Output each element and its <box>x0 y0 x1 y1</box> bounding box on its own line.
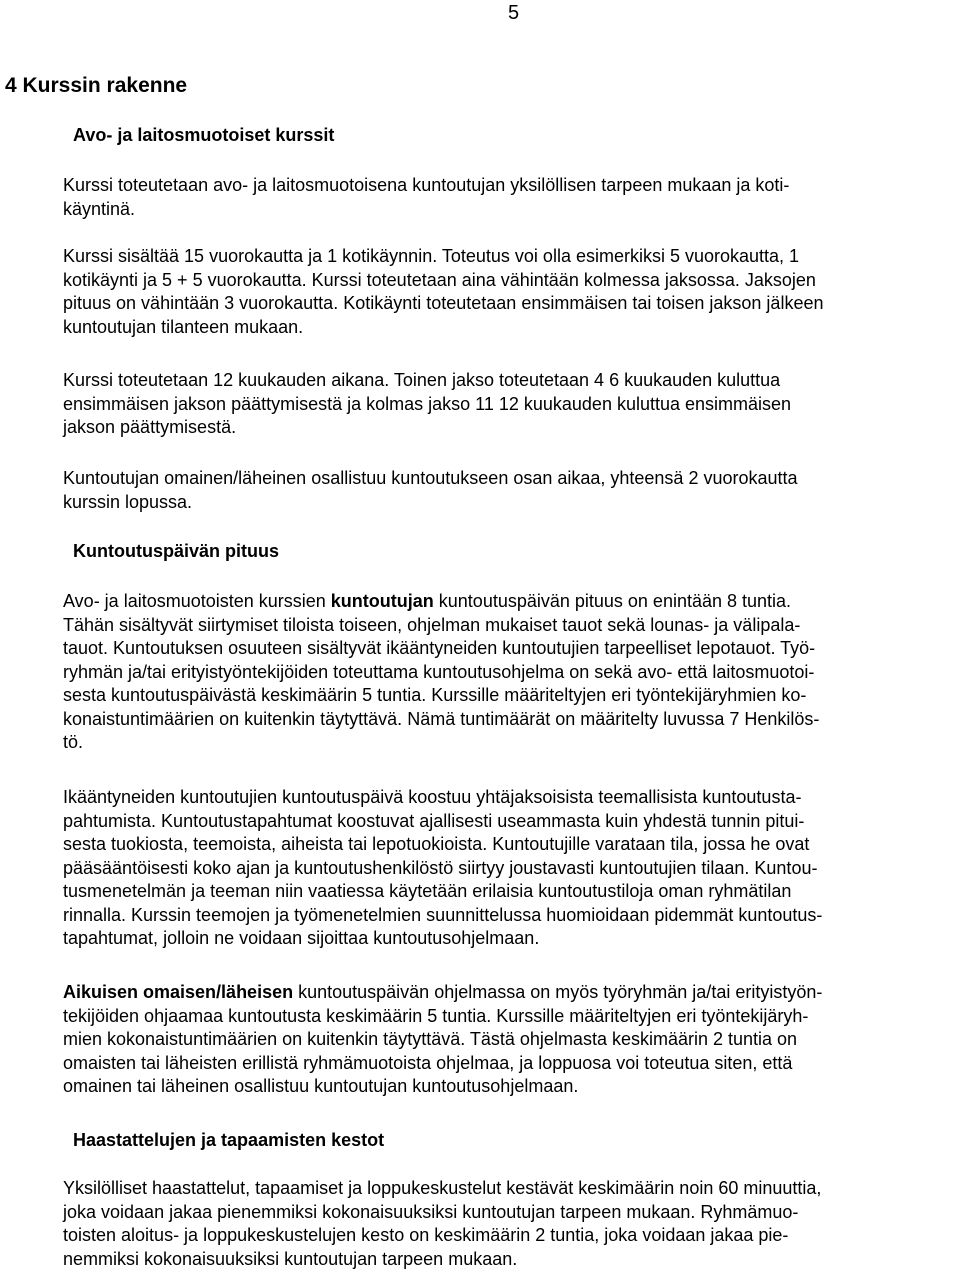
text-line: tö. <box>63 732 84 752</box>
section-heading-kuntoutuspaivan-pituus: Kuntoutuspäivän pituus <box>73 541 279 561</box>
text-line: rinnalla. Kurssin teemojen ja työmenetelmien suunnittelussa huomioidaan pidemmät kuntoutus- <box>63 904 823 925</box>
text-line: käyntinä. <box>63 198 136 219</box>
text-line: Kurssi toteutetaan avo- ja laitosmuotoisena kuntoutujan yksilöllisen tarpeen mukaan ja koti- <box>63 175 790 195</box>
text-line: joka voidaan jakaa pienemmiksi kokonaisuuksiksi kuntoutujan tarpeen mukaan. Ryhmämuo- <box>63 1201 799 1222</box>
paragraph <box>63 174 958 221</box>
text-line: Ikääntyneiden kuntoutujien kuntoutuspäivä koostuu yhtäjaksoisista teemallisista kuntoutusta- <box>63 787 802 807</box>
text-line: Tähän sisältyvät siirtymiset tiloista toiseen, ohjelman mukaiset tauot sekä lounas- ja välipala- <box>63 614 801 635</box>
text-line: ensimmäisen jakson päättymisestä ja kolmas jakso 11 12 kuukauden kuluttua ensimmäisen <box>63 393 792 414</box>
text-line <box>63 981 958 1005</box>
paragraph <box>63 369 958 440</box>
text-line: mien kokonaistuntimäärien on kuitenkin täytyttävä. Tästä ohjelmasta keskimäärin 2 tuntia on <box>63 1029 798 1049</box>
text-line: kuntoutujan tilanteen mukaan. <box>63 316 304 337</box>
text-line: Kurssi toteutetaan 12 kuukauden aikana. Toinen jakso toteutetaan 4 6 kuukauden kuluttua <box>63 370 781 390</box>
text-line: sesta kuntoutuspäivästä keskimäärin 5 tuntia. Kurssille määriteltyjen eri työntekijäryhmien ko- <box>63 685 807 705</box>
paragraph <box>63 981 958 1099</box>
text-line: kurssin lopussa. <box>63 491 193 512</box>
text-line: Yksilölliset haastattelut, tapaamiset ja loppukeskustelut kestävät keskimäärin noin 60 minuuttia, <box>63 1178 822 1198</box>
text-line: pituus on vähintään 3 vuorokautta. Kotikäynti toteutetaan ensimmäisen tai toisen jakson jälkeen <box>63 293 824 313</box>
text-line: toisten aloitus- ja loppukeskustelujen kesto on keskimäärin 2 tuntia, joka voidaan jakaa pie- <box>63 1225 789 1245</box>
page-number: 5 <box>508 2 520 24</box>
text-line: pahtumista. Kuntoutustapahtumat koostuvat ajallisesti useammasta kuin yhdestä tunnin pitui- <box>63 810 805 831</box>
section-heading-haastattelujen-kestot: Haastattelujen ja tapaamisten kestot <box>73 1130 385 1150</box>
paragraph <box>63 1177 958 1271</box>
text-line: omaisten tai läheisten erillistä ryhmämuotoista ohjelmaa, ja loppuosa voi toteutua siten, että <box>63 1052 793 1073</box>
text-line: tusmenetelmän ja teeman niin vaatiessa käytetään erilaisia kuntoutustiloja oman ryhmätilan <box>63 881 792 901</box>
text-line: ryhmän ja/tai erityistyöntekijöiden toteuttama kuntoutusohjelma on sekä avo- että laitosmuotoi- <box>63 661 815 682</box>
text-line <box>63 590 958 614</box>
text-line: Kuntoutujan omainen/läheinen osallistuu kuntoutukseen osan aikaa, yhteensä 2 vuorokautta <box>63 468 798 488</box>
text-run: kuntoutuspäivän pituus on enintään 8 tuntia. <box>433 591 792 611</box>
text-line: omainen tai läheinen osallistuu kuntoutujan kuntoutusohjelmaan. <box>63 1076 579 1096</box>
paragraph <box>63 786 958 951</box>
text-line: sesta tuokiosta, teemoista, aiheista tai lepotuokioista. Kuntoutujille varataan tila, jossa he ovat <box>63 834 810 854</box>
text-line: konaistuntimäärien on kuitenkin täytyttävä. Nämä tuntimäärät on määritelty luvussa 7 Henkilös- <box>63 708 820 729</box>
text-line: tapahtumat, jolloin ne voidaan sijoittaa kuntoutusohjelmaan. <box>63 928 540 948</box>
text-line: kotikäynti ja 5 + 5 vuorokautta. Kurssi toteutetaan aina vähintään kolmessa jaksossa. Jaksojen <box>63 269 816 290</box>
bold-text: Aikuisen omaisen/läheisen <box>63 982 294 1002</box>
text-line: Kurssi sisältää 15 vuorokautta ja 1 kotikäynnin. Toteutus voi olla esimerkiksi 5 vuorokautta, 1 <box>63 246 800 266</box>
bold-text: kuntoutujan <box>330 591 434 611</box>
text-run: Avo- ja laitosmuotoisten kurssien <box>63 591 331 611</box>
text-line: tekijöiden ohjaamaa kuntoutusta keskimäärin 5 tuntia. Kurssille määriteltyjen eri työntekijäryh- <box>63 1005 809 1026</box>
text-line: pääsääntöisesti koko ajan ja kuntoutushenkilöstö siirtyy joustavasti kuntoutujien tilaan. Kuntou- <box>63 857 818 878</box>
paragraph <box>63 590 958 755</box>
page-title: 4 Kurssin rakenne <box>5 74 188 97</box>
text-line: jakson päättymisestä. <box>63 417 237 437</box>
section-heading-avo-laitos: Avo- ja laitosmuotoiset kurssit <box>73 125 335 145</box>
paragraph <box>63 245 958 339</box>
text-line: tauot. Kuntoutuksen osuuteen sisältyvät ikääntyneiden kuntoutujien tarpeelliset lepotauot. Työ- <box>63 638 816 658</box>
paragraph <box>63 467 958 514</box>
text-run: kuntoutuspäivän ohjelmassa on myös työryhmän ja/tai erityistyön- <box>293 982 823 1002</box>
text-line: nemmiksi kokonaisuuksiksi kuntoutujan tarpeen mukaan. <box>63 1248 518 1269</box>
